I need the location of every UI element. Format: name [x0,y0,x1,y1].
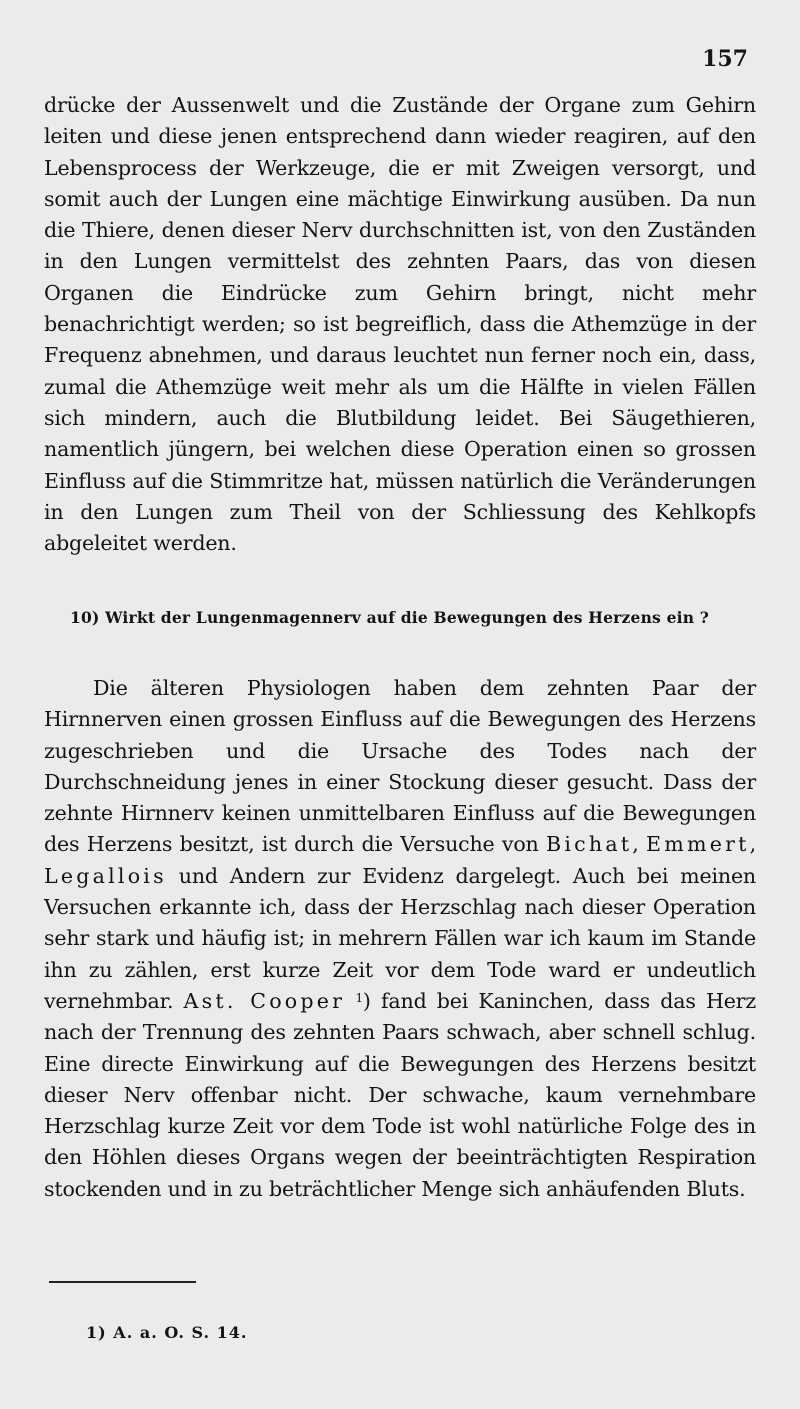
author-name-cooper: Ast. Cooper [183,988,346,1013]
paragraph-text: und Andern zur Evidenz dargelegt. Auch bei meinen Versuchen erkannte ich, dass der Herzschlag nach dieser Operation sehr stark und häufig ist; in mehrern Fällen war ich kaum im Stande ihn zu zählen, erst kurze Zeit vor dem Tode ward er undeutlich vernehmbar. [44,863,756,1013]
footnote-reference: 1 [355,990,363,1005]
paragraph-text: ) fand bei Kaninchen, dass das Herz nach der Trennung des zehnten Paars schwach, aber schnell schlug. Eine directe Einwirkung auf die Bewegungen des Herzens besitzt dieser Nerv offenbar nicht. Der schwache, kaum vernehmbare Herzschlag kurze Zeit vor dem Tode ist wohl natürliche Folge des in den Höhlen dieses Organs wegen der beeinträchtigten Respiration stockenden und in zu beträchtlicher Menge sich anhäufenden Bluts. [44,988,756,1201]
body-paragraph-1: drücke der Aussenwelt und die Zustände der Organe zum Gehirn leiten und diese jenen entsprechend dann wieder reagiren, auf den Lebensprocess der Werkzeuge, die er mit Zweigen versorgt, und somit auch der Lungen eine mächtige Einwirkung ausüben. Da nun die Thiere, denen dieser Nerv durchschnitten ist, von den Zuständen in den Lungen vermittelst des zehnten Paars, das von diesen Organen die Eindrücke zum Gehirn bringt, nicht mehr benachrichtigt werden; so ist begreiflich, dass die Athemzüge in der Frequenz abnehmen, und daraus leuchtet nun ferner noch ein, dass, zumal die Athemzüge weit mehr als um die Hälfte in vielen Fällen sich mindern, auch die Blutbildung leidet. Bei Säugethieren, namentlich jüngern, bei welchen diese Operation einen so grossen Einfluss auf die Stimmritze hat, müssen natürlich die Veränderungen in den Lungen zum Theil von der Schliessung des Kehlkopfs abgeleitet werden. [44,93,756,556]
separator: , [632,832,647,857]
author-name-emmert: Emmert [646,832,750,857]
section-heading: 10) Wirkt der Lungenmagennerv auf die Bewegungen des Herzens ein ? [70,608,710,627]
separator: , [749,832,757,857]
author-name-bichat: Bichat [546,832,633,857]
author-name-legallois: Legallois [44,863,167,888]
footnote-rule [49,1281,196,1283]
paragraph-text: Die älteren Physiologen haben dem zehnten Paar der Hirnnerven einen grossen Einfluss auf die Bewegungen des Herzens zugeschrieben und die Ursache des Todes nach der Durchschneidung jenes in einer Stockung dieser gesucht. Dass der zehnte Hirnnerv keinen unmittelbaren Einfluss auf die Bewegungen des Herzens besitzt, ist durch die Versuche von [44,676,756,857]
page-number: 157 [702,46,748,72]
body-paragraph-2 [44,673,756,1205]
footnote: 1) A. a. O. S. 14. [86,1323,248,1342]
